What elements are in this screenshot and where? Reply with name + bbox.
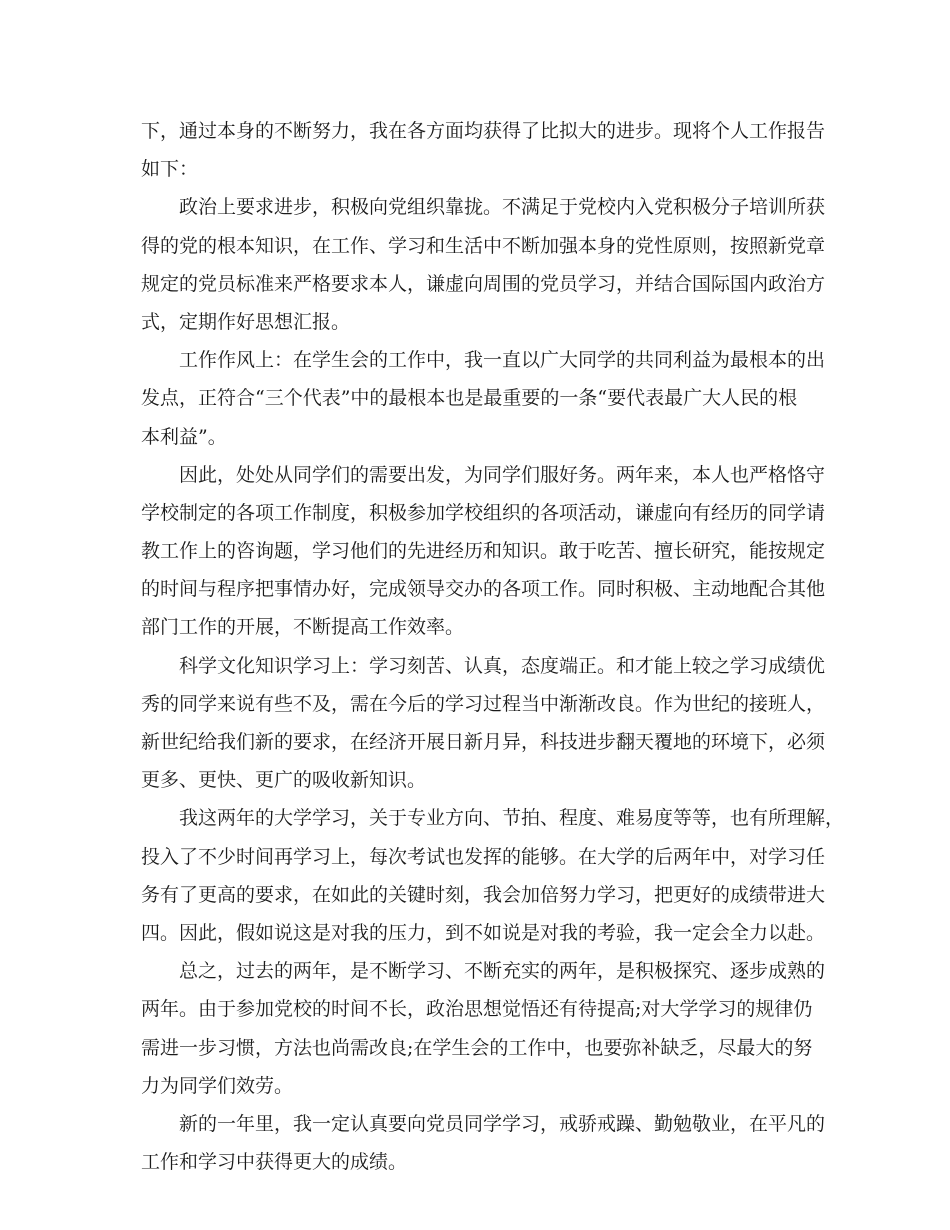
paragraph-line: 因此，处处从同学们的需要出发，为同学们服好务。两年来，本人也严格恪守 — [179, 463, 826, 486]
paragraph-line: 新的一年里，我一定认真要向党员同学学习，戒骄戒躁、勤勉敬业，在平凡的 — [179, 1112, 826, 1135]
paragraph-line: 如下： — [141, 158, 199, 181]
paragraph-line: 科学文化知识学习上：学习刻苦、认真，态度端正。和才能上较之学习成绩优 — [179, 654, 826, 677]
paragraph-line: 式，定期作好思想汇报。 — [141, 310, 351, 333]
paragraph-line: 工作和学习中获得更大的成绩。 — [141, 1151, 408, 1174]
paragraph-line: 政治上要求进步，积极向党组织靠拢。不满足于党校内入党积极分子培训所获 — [179, 196, 826, 219]
paragraph — [141, 456, 826, 647]
paragraph — [141, 952, 826, 1105]
paragraph-line: 本利益”。 — [141, 425, 227, 448]
paragraph-line: 发点，正符合“三个代表”中的最根本也是最重要的一条“要代表最广大人民的根 — [141, 387, 798, 410]
paragraph-line: 总之，过去的两年，是不断学习、不断充实的两年，是积极探究、逐步成熟的 — [179, 960, 826, 983]
paragraph-line: 我这两年的大学学习，关于专业方向、节拍、程度、难易度等等，也有所理解， — [179, 807, 845, 830]
document-body — [141, 112, 845, 1181]
paragraph-line: 更多、更快、更广的吸收新知识。 — [141, 769, 427, 792]
paragraph-line: 教工作上的咨询题，学习他们的先进经历和知识。敢于吃苦、擅长研究，能按规定 — [141, 540, 826, 563]
paragraph-line: 秀的同学来说有些不及，需在今后的学习过程当中渐渐改良。作为世纪的接班人， — [141, 692, 826, 715]
paragraph-line: 规定的党员标准来严格要求本人，谦虚向周围的党员学习，并结合国际国内政治方 — [141, 272, 826, 295]
paragraph-line: 下，通过本身的不断努力，我在各方面均获得了比拟大的进步。现将个人工作报告 — [141, 120, 826, 142]
paragraph-line: 四。因此，假如说这是对我的压力，到不如说是对我的考验，我一定会全力以赴。 — [141, 921, 826, 944]
paragraph-line: 投入了不少时间再学习上，每次考试也发挥的能够。在大学的后两年中，对学习任 — [141, 845, 826, 868]
paragraph-line: 的时间与程序把事情办好，完成领导交办的各项工作。同时积极、主动地配合其他 — [141, 578, 826, 601]
paragraph-line: 工作作风上：在学生会的工作中，我一直以广大同学的共同利益为最根本的出 — [179, 349, 826, 372]
paragraph-line: 需进一步习惯，方法也尚需改良;在学生会的工作中，也要弥补缺乏，尽最大的努 — [141, 1036, 813, 1059]
paragraph — [141, 647, 826, 800]
paragraph — [141, 799, 845, 952]
paragraph-line: 两年。由于参加党校的时间不长，政治思想觉悟还有待提高;对大学学习的规律仍 — [141, 998, 813, 1021]
paragraph-line: 务有了更高的要求，在如此的关键时刻，我会加倍努力学习，把更好的成绩带进大 — [141, 883, 826, 906]
paragraph — [141, 188, 826, 341]
paragraph-line: 得的党的根本知识，在工作、学习和生活中不断加强本身的党性原则，按照新党章 — [141, 234, 826, 257]
paragraph-line: 新世纪给我们新的要求，在经济开展日新月异，科技进步翻天覆地的环境下，必须 — [141, 731, 826, 753]
paragraph-line: 学校制定的各项工作制度，积极参加学校组织的各项活动，谦虚向有经历的同学请 — [141, 501, 826, 524]
paragraph-line: 力为同学们效劳。 — [141, 1074, 294, 1097]
paragraph-line: 部门工作的开展，不断提高工作效率。 — [141, 616, 465, 639]
paragraph — [141, 341, 826, 456]
paragraph — [141, 1105, 826, 1181]
paragraph — [141, 112, 826, 188]
